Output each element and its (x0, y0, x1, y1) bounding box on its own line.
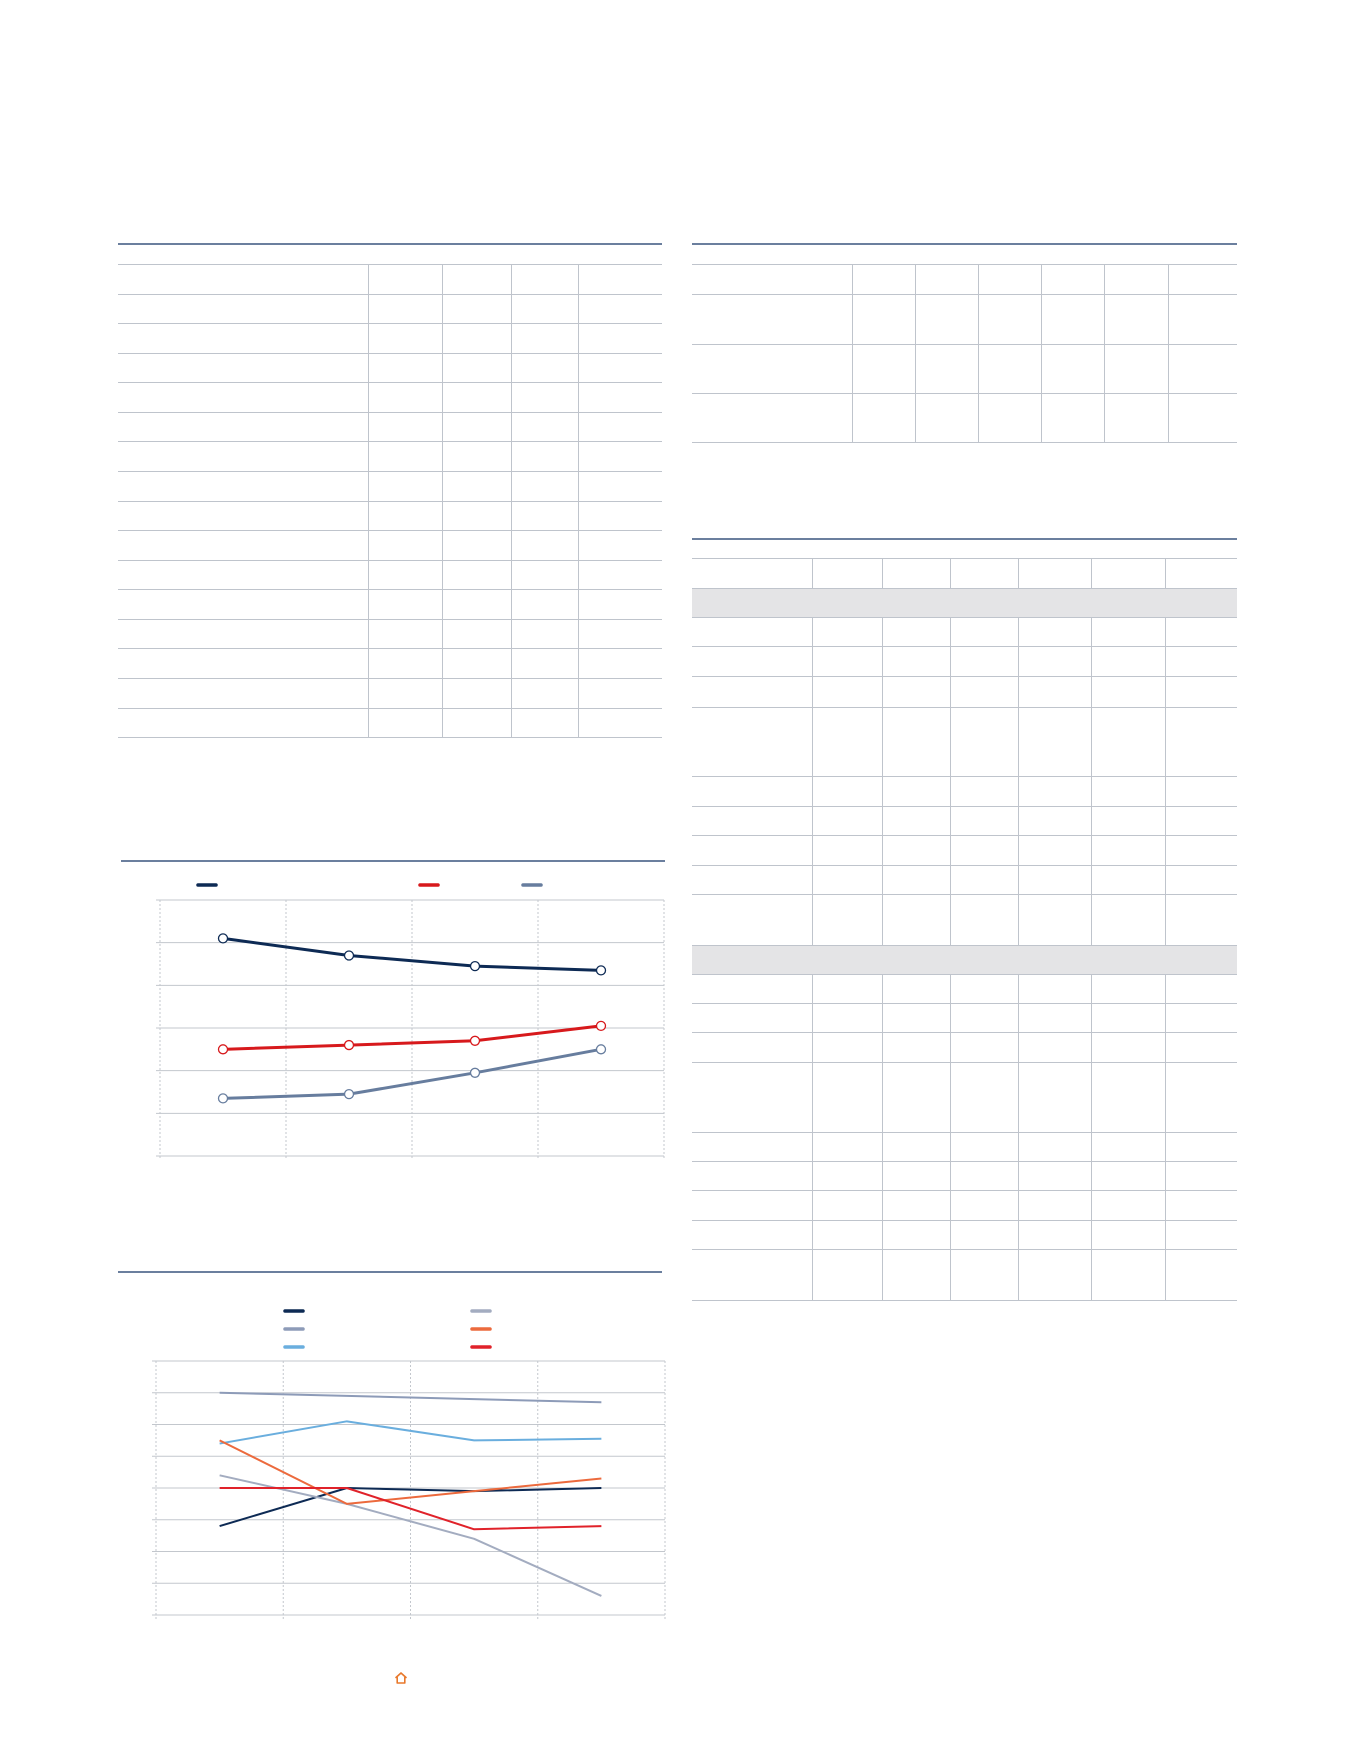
home-icon[interactable] (395, 1672, 407, 1684)
